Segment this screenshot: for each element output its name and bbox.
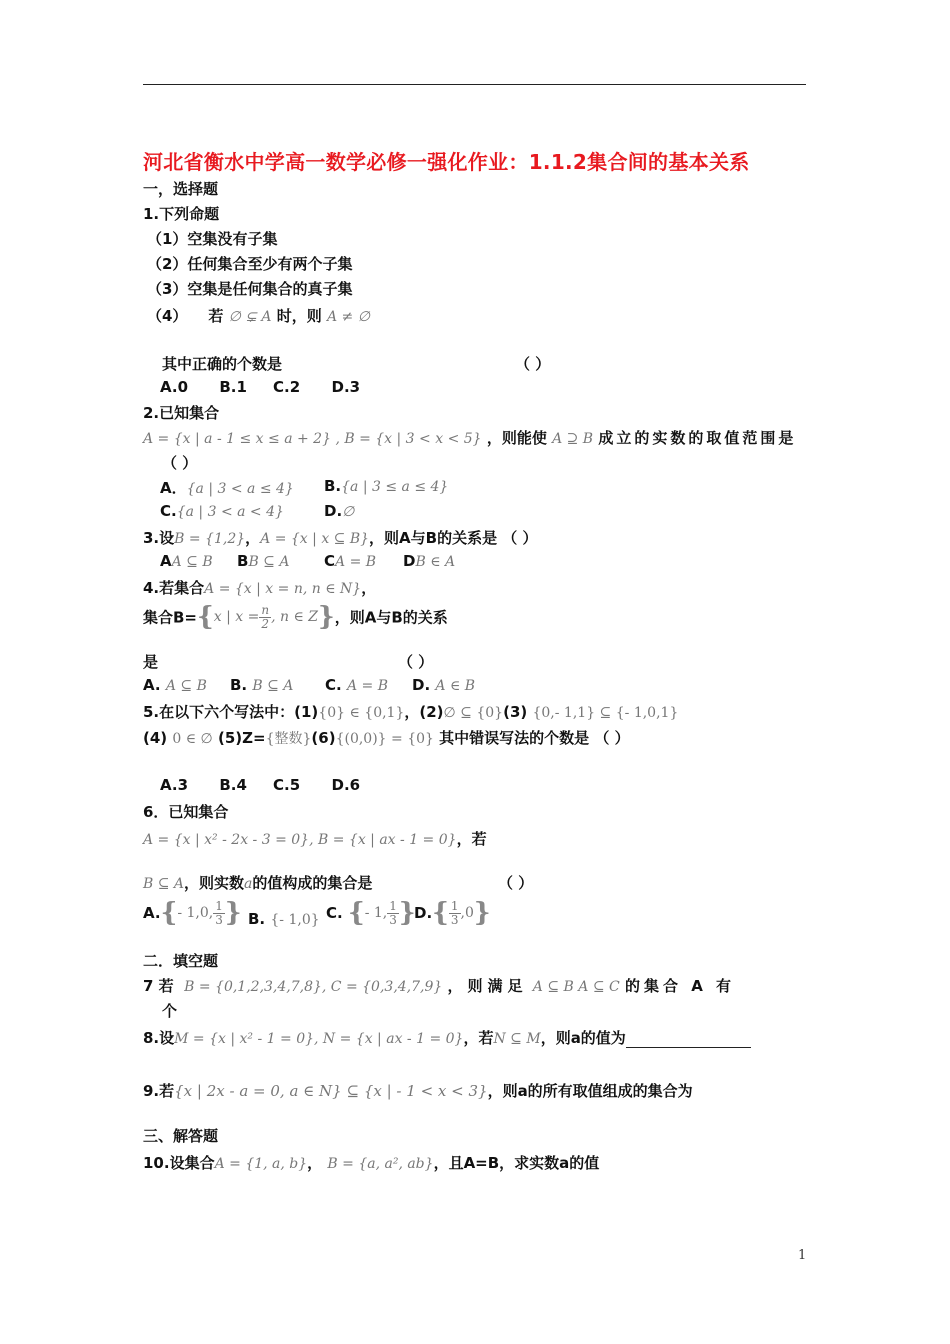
q6-c-brace-right: } [398, 898, 416, 928]
q6-option-d-post: ,0 [460, 905, 474, 921]
q3-option-c [324, 552, 376, 570]
q3-option-b-label: B [237, 552, 249, 570]
q4-stem [143, 577, 376, 598]
q6-d-brace-left: { [432, 898, 449, 928]
q4-math2a: x | x = [213, 609, 260, 625]
q4-option-d [412, 676, 475, 694]
q4-fraction-den: 2 [261, 616, 270, 631]
q9-tail: ，则a的所有取值组成的集合为 [487, 1082, 693, 1100]
section-solve: 三、解答题 [143, 1127, 219, 1145]
q6-a-brace-right: } [224, 898, 242, 928]
q6-paren: （ ） [498, 874, 534, 892]
q6-a-frac-den: 3 [215, 912, 223, 927]
q3-option-b [237, 552, 289, 570]
q6-option-c [326, 898, 416, 928]
q6-option-d [414, 898, 491, 928]
q4-brace-right: } [318, 602, 335, 632]
q3-option-b-math: B ⊆ A [248, 554, 290, 570]
q5-line2 [143, 727, 630, 748]
q3-math2: A = {x | x ⊆ B} [260, 531, 370, 547]
q2-body [143, 427, 796, 448]
q6-tail2a: ，则实数 [184, 874, 245, 892]
q6-var-a: a [244, 876, 253, 892]
q4-paren: （ ） [398, 653, 434, 671]
q1-paren: （ ） [515, 355, 551, 373]
q5-s2: ，(2) [404, 703, 444, 721]
q1-item-4-then: 时，则 [276, 307, 322, 325]
q4-option-a [143, 676, 207, 694]
q5-s5: (5)Z= [218, 729, 266, 747]
q2-option-a [160, 477, 294, 498]
q7-line2: 个 [162, 1002, 178, 1020]
q4-tail2: ，则A与B的关系 [334, 608, 448, 627]
q6-c-brace-left: { [347, 898, 365, 928]
q6-c-frac-den: 3 [389, 912, 397, 927]
q4-brace-left: { [197, 602, 214, 632]
q5-math6: {(0,0)} = {0} [335, 731, 434, 747]
q5-math4: 0 ∈ ∅ [172, 731, 213, 747]
q5-options: A.3 B.4 C.5 D.6 [160, 776, 361, 794]
q3-option-c-math: A = B [335, 554, 377, 570]
q4-fraction [259, 604, 271, 631]
q10-math1: A = {1, a, b} [214, 1156, 308, 1172]
q6-tail1: ，若 [456, 830, 487, 848]
q5-s6: (6) [311, 729, 336, 747]
q2-option-c-math: {a | 3 < a < 4} [176, 504, 284, 520]
q10-math2: B = {a, a², ab} [327, 1156, 434, 1172]
q3-stem [143, 527, 538, 548]
q3-option-a-label: A [160, 552, 172, 570]
q8-tail2: ，则a的值为 [540, 1029, 626, 1047]
q4-option-b-math: B ⊆ A [252, 678, 294, 694]
q6-tail2b: 的值构成的集合是 [252, 874, 373, 892]
q7-stem: 7 若 [143, 977, 174, 995]
q6-option-c-label: C. [326, 904, 343, 922]
q4-option-c-label: C. [325, 676, 342, 694]
q1-item-4-math2: A ≠ ∅ [327, 309, 370, 325]
header-rule [143, 84, 806, 85]
q3-option-a [160, 552, 213, 570]
q2-option-c [160, 502, 284, 520]
q9-stem: 9.若 [143, 1082, 175, 1100]
q3-option-d-label: D [403, 552, 416, 570]
q2-option-b-label: B. [324, 477, 342, 495]
q6-c-frac-num: 1 [389, 898, 397, 913]
q6-option-d-fraction [449, 900, 461, 927]
q1-item-2: （2）任何集合至少有两个子集 [147, 255, 353, 273]
q8-tail1: ，若 [463, 1029, 494, 1047]
q2-math: A = {x | a - 1 ≤ x ≤ a + 2} , B = {x | 3 < x < 5} [143, 431, 482, 447]
q4-math1: A = {x | x = n, n ∈ N} [204, 581, 362, 597]
page-number: 1 [798, 1248, 807, 1263]
q4-set-b-label: 集合B= [143, 608, 198, 627]
q7-math2: A ⊆ B A ⊆ C [532, 979, 620, 995]
q6-a-brace-left: { [160, 898, 178, 928]
q1-item-4 [147, 305, 370, 326]
q6-d-brace-right: } [473, 898, 491, 928]
q6-option-c-pre: - 1, [364, 905, 388, 921]
q6-option-b-label: B. [248, 910, 266, 928]
q6-d-frac-den: 3 [450, 912, 459, 927]
q3-tail: ，则A与B的关系是 （ ） [369, 529, 538, 547]
q6-math1: A = {x | x² - 2x - 3 = 0}, B = {x | ax - 1 = 0} [143, 832, 457, 848]
q6-option-a-pre: - 1,0, [177, 905, 214, 921]
q5-math3: {0,- 1,1} ⊆ {- 1,0,1} [532, 705, 679, 721]
q2-stem: 2.已知集合 [143, 404, 220, 422]
q4-tail1: ， [361, 579, 377, 597]
q8-stem: 8.设 [143, 1029, 175, 1047]
q4-option-c-math: A = B [346, 678, 388, 694]
q1-options: A.0 B.1 C.2 D.3 [160, 378, 361, 396]
q5-math5: {整数} [265, 731, 312, 747]
q2-paren: （ ） [162, 454, 198, 472]
q4-option-b-label: B. [230, 676, 248, 694]
q10-tail: ，且A=B，求实数a的值 [433, 1154, 600, 1172]
q2-option-b-math: {a | 3 ≤ a ≤ 4} [341, 479, 449, 495]
q4-option-b [230, 676, 293, 694]
q5-tail: 其中错误写法的个数是 （ ） [439, 729, 630, 747]
q1-item-4-if: 若 [208, 307, 224, 325]
q4-fraction-num: n [261, 602, 270, 617]
q5-line1 [143, 701, 678, 722]
q6-option-a-label: A. [143, 904, 161, 922]
q2-option-a-math: {a | 3 < a ≤ 4} [186, 481, 294, 497]
q5-math2: ∅ ⊆ {0} [443, 705, 504, 721]
q9-math1: {x | 2x - a = 0, a ∈ N} ⊆ {x | - 1 < x < 3} [174, 1082, 488, 1100]
q6-line3 [143, 872, 372, 893]
q3-option-c-label: C [324, 552, 336, 570]
q4-option-d-label: D. [412, 676, 431, 694]
q10-line [143, 1152, 599, 1173]
q8-line [143, 1027, 751, 1048]
q6-a-frac-num: 1 [215, 898, 223, 913]
q9-line [143, 1080, 693, 1101]
q1-item-4-math1: ∅ ⊊ A [228, 309, 272, 325]
q4-option-a-math: A ⊆ B [165, 678, 207, 694]
q6-option-a [143, 898, 242, 928]
q1-stem: 1.下列命题 [143, 205, 220, 223]
q5-s4: (4) [143, 729, 168, 747]
q2-option-a-label: A． [160, 479, 187, 497]
q7-tail2: 的集合 A 有 [624, 977, 736, 995]
q3-option-a-math: A ⊆ B [171, 554, 213, 570]
q8-math2: N ⊆ M [493, 1031, 541, 1047]
q2-tail2: 成立的实数的取值范围是 [598, 429, 797, 447]
q6-line2 [143, 828, 487, 849]
q2-option-c-label: C. [160, 502, 177, 520]
q5-math1: {0} ∈ {0,1} [318, 705, 405, 721]
q6-option-c-fraction [387, 900, 399, 927]
q4-math2b: , n ∈ Z [271, 609, 318, 625]
q8-math1: M = {x | x² - 1 = 0}, N = {x | ax - 1 = 0} [174, 1031, 464, 1047]
q2-tail: ，则能使 [486, 429, 547, 447]
q2-math2: A ⊇ B [552, 431, 594, 447]
q7-line1 [143, 975, 735, 996]
q6-option-b [248, 910, 320, 928]
q5-s3: (3) [503, 703, 528, 721]
q2-option-d-math: ∅ [342, 504, 355, 520]
q6-d-frac-num: 1 [450, 898, 459, 913]
q7-tail: ，则满足 [447, 977, 528, 995]
document-title: 河北省衡水中学高一数学必修一强化作业：1.1.2集合间的基本关系 [143, 150, 750, 174]
q10-sep: ， [307, 1154, 323, 1172]
q1-item-4-num: （4） [147, 307, 188, 325]
q1-item-1: （1）空集没有子集 [147, 230, 278, 248]
q1-item-3: （3）空集是任何集合的真子集 [147, 280, 353, 298]
q6-stem: 6．已知集合 [143, 803, 229, 821]
q4-option-c [325, 676, 388, 694]
q2-option-b [324, 477, 448, 495]
q6-option-b-math: {- 1,0} [270, 912, 320, 928]
q1-ask: 其中正确的个数是 [162, 355, 283, 373]
q7-math1: B = {0,1,2,3,4,7,8}, C = {0,3,4,7,9} [184, 979, 443, 995]
q2-option-d-label: D. [324, 502, 343, 520]
q3-sep: ， [245, 529, 261, 547]
q10-stem: 10.设集合 [143, 1154, 215, 1172]
q3-stem-text: 3.设 [143, 529, 175, 547]
q4-option-a-label: A. [143, 676, 161, 694]
q6-option-a-fraction [213, 900, 225, 927]
q4-stem-text: 4.若集合 [143, 579, 205, 597]
q3-option-d-math: B ∈ A [415, 554, 456, 570]
q3-option-d [403, 552, 455, 570]
section-choice: 一，选择题 [143, 180, 219, 198]
q5-stem: 5.在以下六个写法中：(1) [143, 703, 319, 721]
q6-math2: B ⊆ A [143, 876, 185, 892]
q4-line3: 是 [143, 653, 159, 671]
q8-answer-blank [626, 1033, 751, 1048]
section-fill: 二．填空题 [143, 952, 219, 970]
q4-option-d-math: A ∈ B [435, 678, 476, 694]
q4-line2 [143, 602, 448, 632]
q3-math1: B = {1,2} [174, 531, 246, 547]
q2-option-d [324, 502, 354, 520]
q6-option-d-label: D. [414, 904, 433, 922]
